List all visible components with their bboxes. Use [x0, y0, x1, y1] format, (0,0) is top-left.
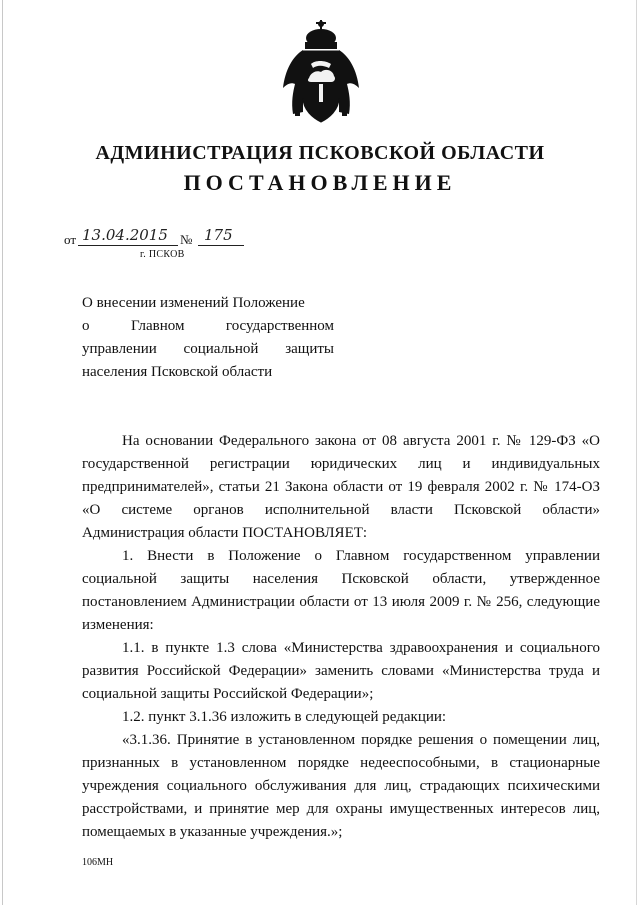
administration-title: АДМИНИСТРАЦИЯ ПСКОВСКОЙ ОБЛАСТИ: [95, 142, 545, 164]
document-body: [82, 430, 600, 844]
body-paragraph: 1.2. пункт 3.1.36 изложить в следующей редакции:: [122, 709, 447, 725]
subject-line: О внесении изменений Положение: [82, 295, 305, 311]
pskov-region-coat-of-arms-icon: [279, 18, 363, 124]
footer-code: 106МН: [82, 857, 114, 868]
handwritten-number: 175: [204, 226, 233, 244]
subject-block: [82, 292, 334, 384]
subject-line: о Главном государственном: [82, 318, 334, 334]
subject-line: управлении социальной защиты: [82, 341, 334, 357]
body-paragraph: 1.1. в пункте 1.3 слова «Министерства здравоохранения и социального развития Российской Федерации» заменить словами «Министерства труда и социальной защиты Российской Федерации»;: [82, 640, 600, 702]
city-label: г. ПСКОВ: [140, 249, 185, 260]
body-paragraph: 1. Внести в Положение о Главном государственном управлении социальной защиты населения Псковской области, утвержденное постановлением Администрации области от 13 июля 2009 г. № 256, следующие изменения:: [82, 548, 600, 633]
number-underline: [198, 245, 244, 246]
date-underline: [78, 245, 178, 246]
scan-edge-left: [2, 0, 3, 905]
number-label: №: [180, 232, 193, 247]
subject-line: населения Псковской области: [82, 364, 273, 380]
body-paragraph: «3.1.36. Принятие в установленном порядке решения о помещении лиц, признанных в установленном порядке недееспособными, в стационарные учреждения социального обслуживания для лиц, страдающих психическими расстройствами, и принятие мер для охраны имущественных интересов лиц, помещаемых в указанные учреждения.»;: [82, 732, 600, 840]
body-paragraph: На основании Федерального закона от 08 августа 2001 г. № 129-ФЗ «О государственной регистрации юридических лиц и индивидуальных предпринимателей», статьи 21 Закона области от 19 февраля 2002 г. № 174-ОЗ «О системе органов исполнительной власти Псковской области» Администрация области ПОСТАНОВЛЯЕТ:: [82, 433, 600, 541]
document-type-title: ПОСТАНОВЛЕНИЕ: [183, 170, 457, 195]
handwritten-date: 13.04.2015: [82, 226, 168, 244]
scan-edge-right: [636, 0, 637, 905]
from-label: от: [64, 232, 77, 247]
